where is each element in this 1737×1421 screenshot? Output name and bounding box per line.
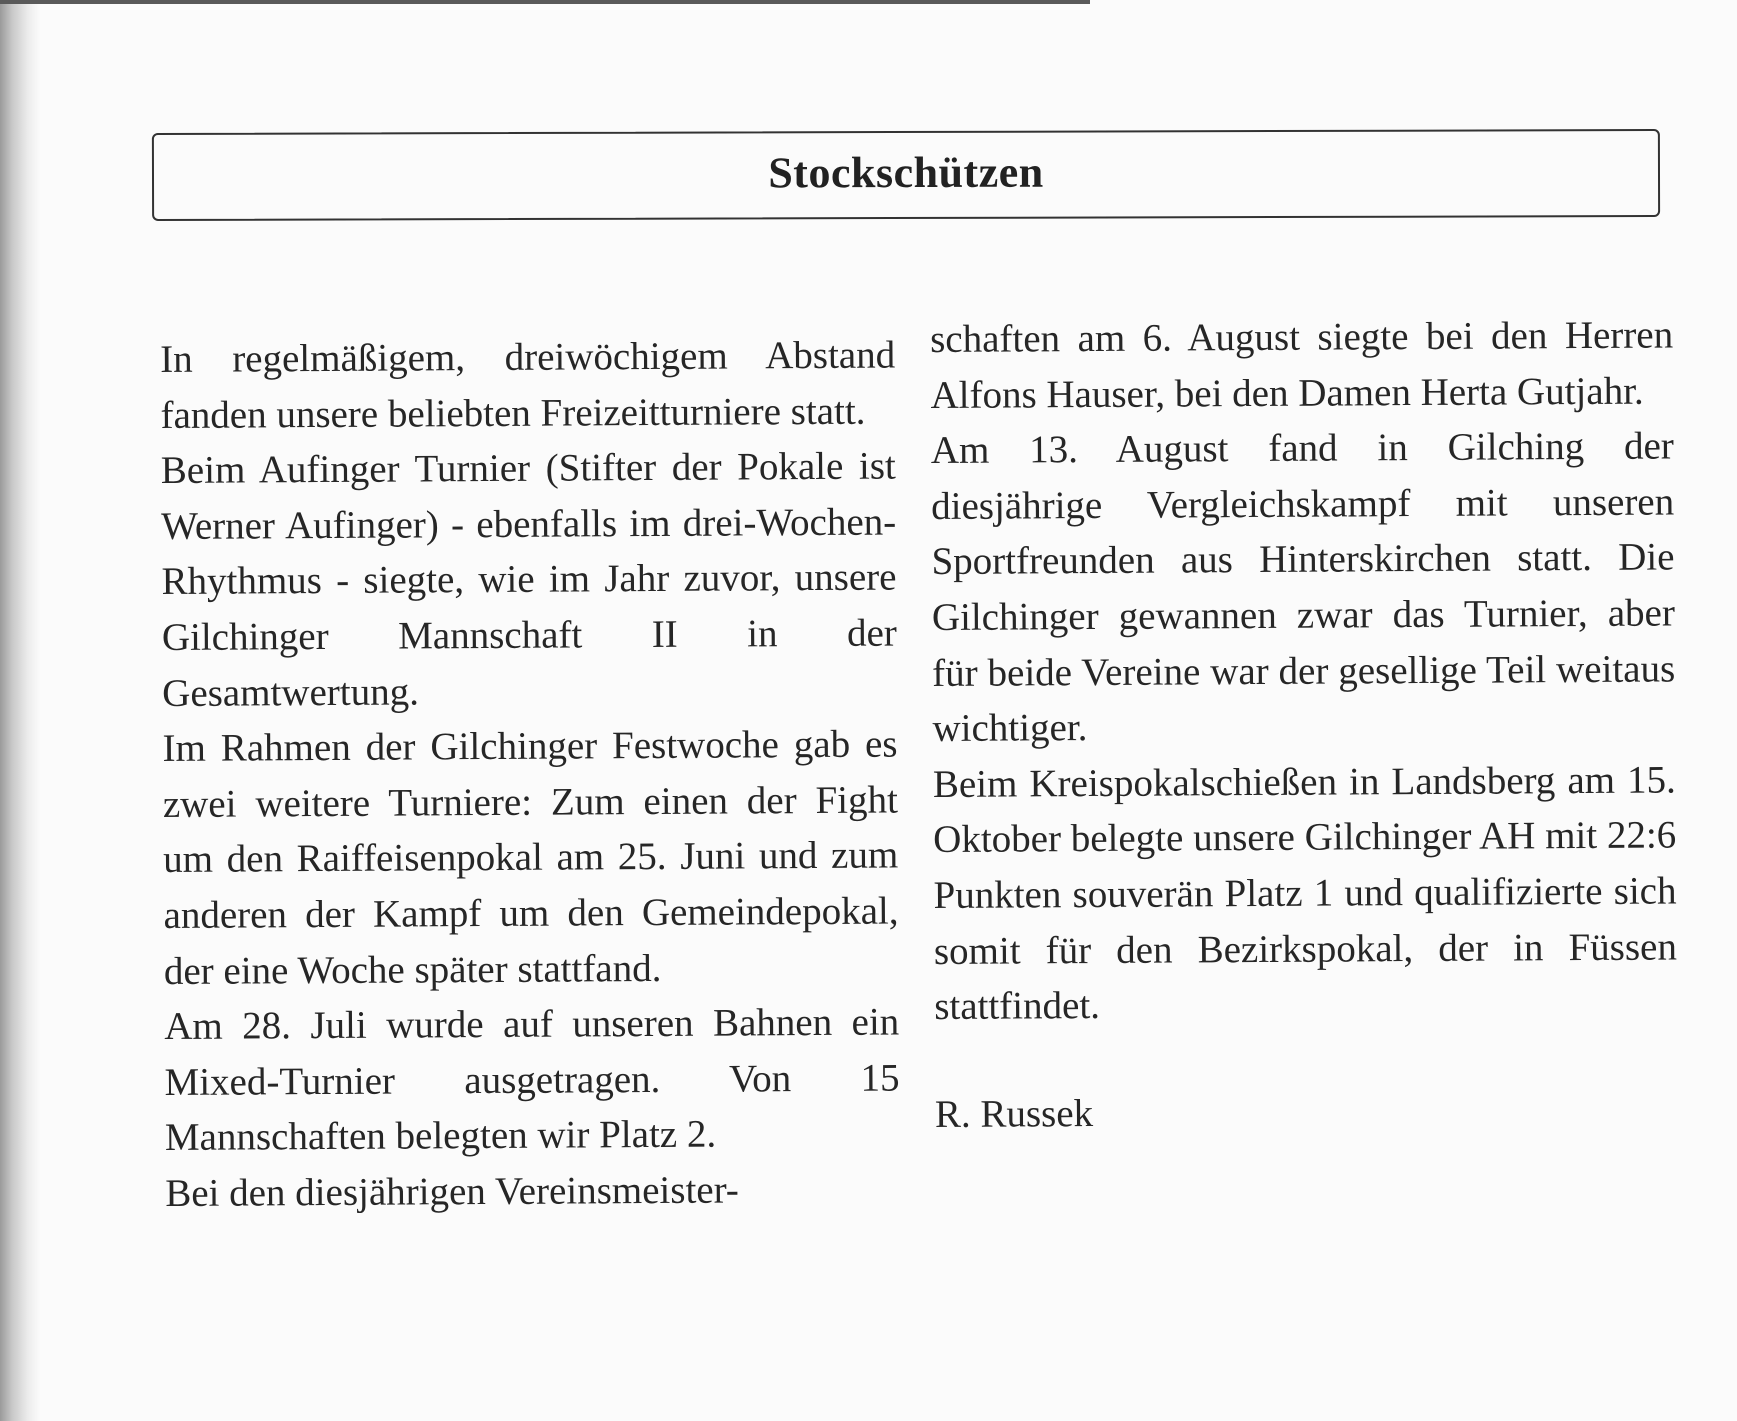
paragraph: schaften am 6. August siegte bei den Herren Alfons Hauser, bei den Damen Herta Gutjahr. (930, 313, 1674, 417)
page-title: Stockschützen (768, 147, 1044, 198)
title-box (152, 129, 1660, 221)
author-signature: R. Russek (934, 1091, 1094, 1136)
top-rule (0, 0, 1090, 4)
scan-edge-shadow (0, 0, 40, 1421)
left-column (160, 328, 900, 1222)
paragraph: Bei den diesjährigen Vereinsmeister- (165, 1168, 739, 1215)
paragraph: Beim Aufinger Turnier (Stifter der Pokale ist Werner Aufinger) - ebenfalls im drei-Wochen-Rhythmus - siegte, wie im Jahr zuvor, unsere Gilchinger Mannschaft II in der Gesamtwertung. (160, 444, 897, 715)
paragraph: Beim Kreispokalschießen in Landsberg am 15. Oktober belegte unsere Gilchinger AH mit 22:6 Punkten souverän Platz 1 und qualifizierte sich somit für den Bezirkspokal, der in Füssen stattfindet. (932, 758, 1678, 1029)
paragraph: Am 13. August fand in Gilching der diesjährige Vergleichskampf mit unseren Sportfreunden aus Hinterskirchen statt. Die Gilchinger gewannen zwar das Turnier, aber für beide Vereine war der gesellige Teil weitaus wichtiger. (930, 424, 1676, 751)
paragraph: Am 28. Juli wurde auf unseren Bahnen ein Mixed-Turnier ausgetragen. Von 15 Mannschaften belegten wir Platz 2. (164, 1000, 900, 1160)
paragraph: Im Rahmen der Gilchinger Festwoche gab es zwei weitere Turniere: Zum einen der Fight um den Raiffeisenpokal am 25. Juni und zum anderen der Kampf um den Gemeindepokal, der eine Woche später stattfand. (162, 722, 899, 993)
right-column (930, 307, 1678, 1142)
paragraph: In regelmäßigem, dreiwöchigem Abstand fanden unsere beliebten Freizeitturniere statt. (160, 333, 896, 437)
